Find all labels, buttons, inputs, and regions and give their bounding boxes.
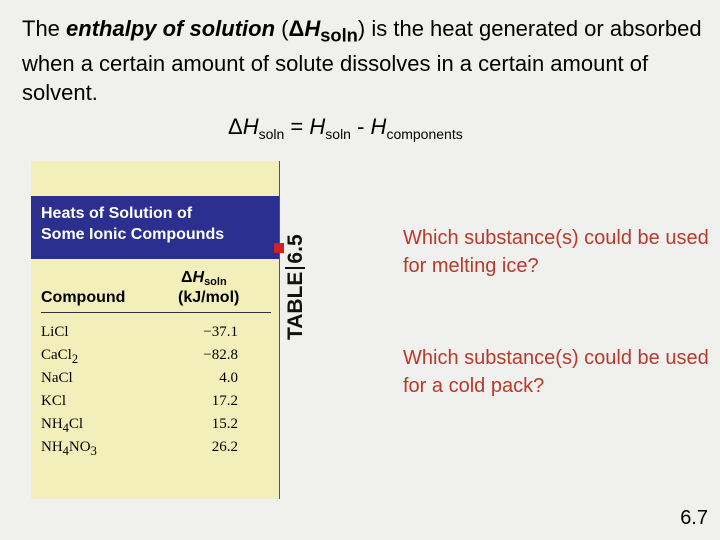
compound-sub: 4 (62, 444, 69, 458)
compound-sub2: 3 (90, 444, 97, 458)
table-frame-line (279, 161, 280, 499)
intro-rest: is the heat generated or absorbed when a certain amount of solute dissolves in a certain amount of solvent. (22, 16, 702, 106)
header-h: H (192, 269, 205, 286)
header-delta: Δ (181, 269, 193, 286)
eq-h2: H (309, 114, 326, 139)
table-row (31, 370, 279, 393)
table-row (31, 324, 279, 347)
column-header-delta-h (181, 269, 227, 288)
compound-main: NaCl (41, 370, 73, 386)
compound-tail: Cl (68, 416, 84, 432)
intro-h: H (304, 16, 321, 41)
table-row (31, 393, 279, 416)
compound-cell (41, 416, 83, 436)
table-title-line2: Some Ionic Compounds (41, 226, 225, 243)
intro-paragraph (22, 14, 712, 107)
eq-h3: H (370, 114, 387, 139)
heats-of-solution-table (31, 161, 279, 499)
intro-paren-open: ( (281, 16, 289, 41)
compound-cell (41, 439, 97, 459)
compound-tail: NO (68, 439, 91, 455)
compound-cell (41, 324, 69, 341)
compound-main: CaCl (41, 347, 72, 363)
compound-main: NH (41, 416, 63, 432)
eq-sub1: soln (258, 126, 285, 142)
question-cold-pack: Which substance(s) could be used for a cold pack? (403, 347, 709, 397)
table-divider (41, 312, 271, 313)
value-cell: −37.1 (203, 324, 238, 340)
table-label-divider (285, 267, 305, 269)
compound-cell (41, 347, 78, 367)
table-label-word: TABLE (284, 271, 307, 340)
compound-main: NH (41, 439, 63, 455)
eq-equals: = (290, 114, 304, 139)
compound-main: KCl (41, 393, 67, 409)
table-rows (31, 324, 279, 462)
value-cell: 4.0 (219, 370, 238, 386)
eq-sub2: soln (325, 126, 351, 142)
compound-sub: 2 (71, 352, 79, 366)
enthalpy-equation (228, 114, 463, 142)
table-title (41, 203, 281, 245)
eq-delta: Δ (228, 114, 243, 139)
value-cell: 17.2 (211, 393, 238, 409)
intro-delta: Δ (288, 16, 305, 41)
column-header-units: (kJ/mol) (178, 289, 240, 306)
table-number-label (284, 234, 308, 340)
table-row (31, 439, 279, 462)
table-row (31, 347, 279, 370)
compound-sub: 4 (62, 421, 69, 435)
table-title-line1: Heats of Solution of (41, 205, 193, 222)
column-header-compound: Compound (41, 289, 126, 306)
header-sub: soln (204, 276, 227, 288)
compound-main: LiCl (41, 324, 69, 340)
question-melting-ice: Which substance(s) could be used for melting ice? (403, 227, 709, 277)
value-cell: 26.2 (211, 439, 238, 455)
intro-paren-close: ) (357, 16, 366, 41)
table-label-number: 6.5 (284, 234, 307, 264)
eq-sub3: components (386, 126, 463, 142)
eq-h1: H (242, 114, 259, 139)
slide-number: 6.7 (680, 507, 708, 529)
eq-minus: - (357, 114, 365, 139)
value-cell: 15.2 (211, 416, 238, 432)
value-cell: −82.8 (203, 347, 238, 363)
intro-prefix: The (22, 16, 60, 41)
intro-sub: soln (320, 24, 358, 46)
compound-cell (41, 370, 73, 387)
table-row (31, 416, 279, 439)
intro-term: enthalpy of solution (66, 16, 276, 41)
compound-cell (41, 393, 66, 410)
